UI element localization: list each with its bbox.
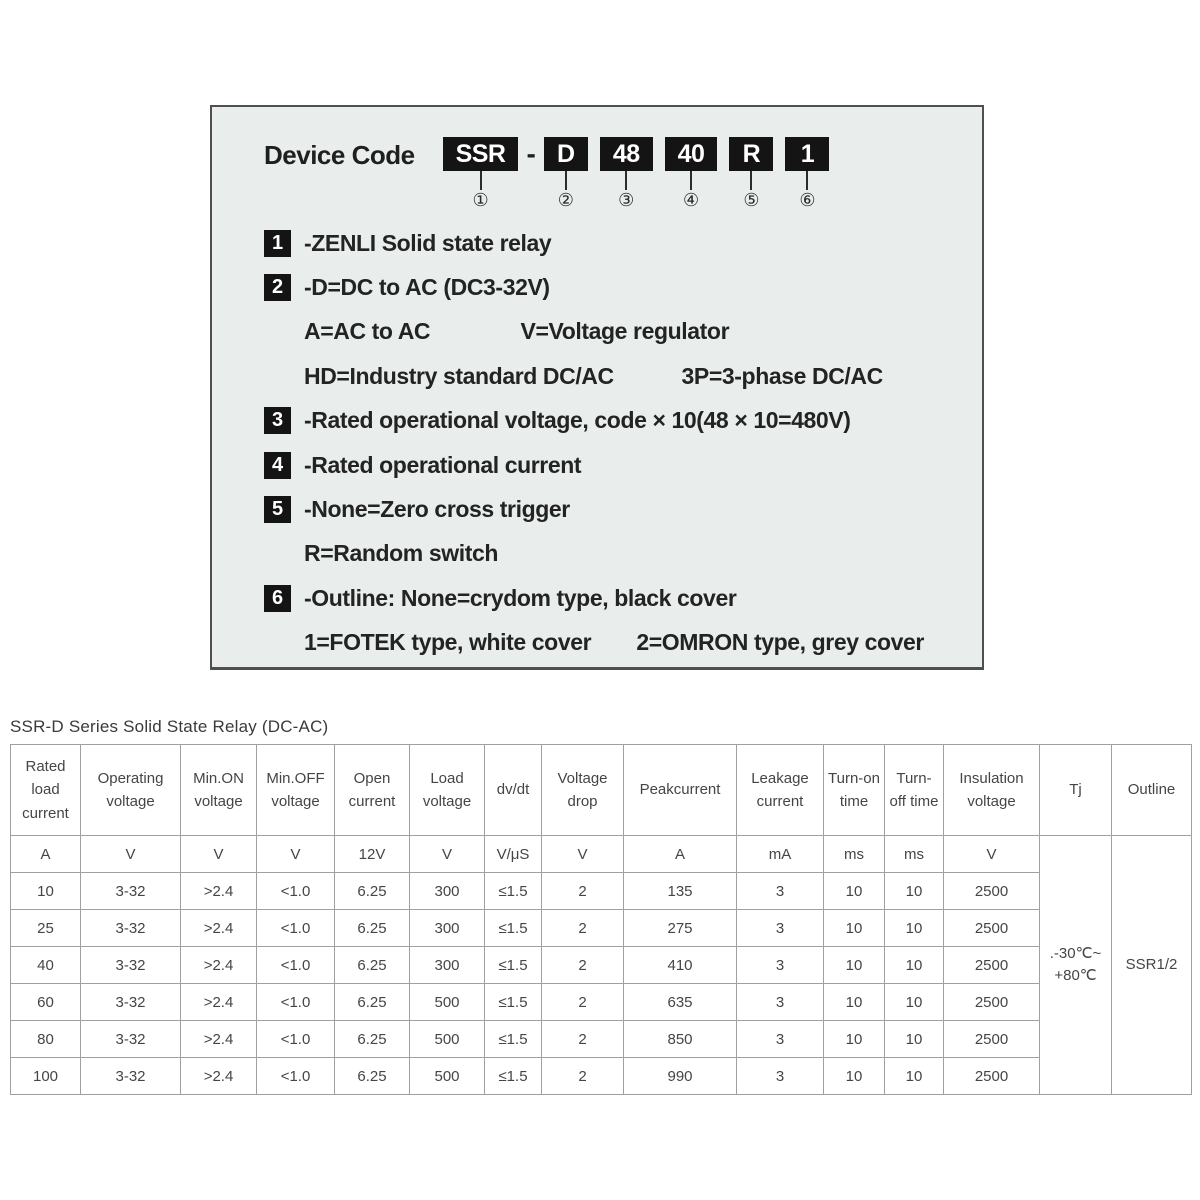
- table-cell: <1.0: [257, 1058, 335, 1095]
- column-header: dv/dt: [485, 745, 542, 836]
- table-cell: 2500: [944, 910, 1040, 947]
- table-cell: ≤1.5: [485, 947, 542, 984]
- table-cell: <1.0: [257, 947, 335, 984]
- table-cell: 500: [410, 1021, 485, 1058]
- code-separator: -: [526, 138, 536, 169]
- code-box-d: D: [544, 137, 588, 171]
- table-cell: 300: [410, 910, 485, 947]
- spec-table-title: SSR-D Series Solid State Relay (DC-AC): [10, 717, 329, 736]
- table-cell: 6.25: [335, 1021, 410, 1058]
- table-cell: 80: [11, 1021, 81, 1058]
- table-cell: 10: [885, 947, 944, 984]
- connector-line: [480, 171, 482, 190]
- spec-table-section: [10, 717, 1191, 1095]
- table-cell: 10: [824, 984, 885, 1021]
- table-cell: 60: [11, 984, 81, 1021]
- table-row: [11, 1058, 1192, 1095]
- legend-item-5-cont: [264, 532, 966, 576]
- table-cell: 3: [737, 1021, 824, 1058]
- table-cell: 275: [624, 910, 737, 947]
- segment-marker-6: ⑥: [799, 190, 816, 210]
- table-cell: 3: [737, 1058, 824, 1095]
- table-cell: >2.4: [181, 873, 257, 910]
- connector-line: [690, 171, 692, 190]
- table-cell: 2: [542, 873, 624, 910]
- table-cell: 3-32: [81, 873, 181, 910]
- table-cell: 990: [624, 1058, 737, 1095]
- legend-badge-empty: [264, 318, 291, 345]
- unit-cell: V: [944, 836, 1040, 873]
- table-cell: ≤1.5: [485, 984, 542, 1021]
- column-header: Min.ON voltage: [181, 745, 257, 836]
- unit-cell: A: [11, 836, 81, 873]
- table-cell: 100: [11, 1058, 81, 1095]
- segment-marker-2: ②: [557, 190, 574, 210]
- table-cell: 10: [824, 1058, 885, 1095]
- legend-item-2-cont-1: [264, 310, 966, 354]
- table-cell: <1.0: [257, 1021, 335, 1058]
- unit-cell: 12V: [335, 836, 410, 873]
- table-cell: 2: [542, 910, 624, 947]
- legend-badge-4: 4: [264, 452, 291, 479]
- legend-text: -Rated operational voltage, code × 10(48 × 10=480V): [304, 407, 851, 434]
- table-row: [11, 984, 1192, 1021]
- table-cell: >2.4: [181, 947, 257, 984]
- table-cell: 10: [824, 910, 885, 947]
- legend-text: -D=DC to AC (DC3-32V): [304, 274, 550, 301]
- table-cell: <1.0: [257, 984, 335, 1021]
- table-cell: 300: [410, 873, 485, 910]
- connector-line: [806, 171, 808, 190]
- legend-text: 1=FOTEK type, white cover 2=OMRON type, grey cover: [304, 629, 924, 656]
- table-cell: 10: [824, 1021, 885, 1058]
- legend-item-3: [264, 399, 966, 443]
- unit-cell: mA: [737, 836, 824, 873]
- legend-item-6-cont: [264, 621, 966, 665]
- unit-cell: V: [410, 836, 485, 873]
- device-code-panel: [210, 105, 984, 670]
- device-code-row: [264, 137, 835, 210]
- spec-table-body: [11, 836, 1192, 1095]
- table-row: [11, 873, 1192, 910]
- table-cell: 40: [11, 947, 81, 984]
- header-row: [11, 745, 1192, 836]
- connector-line: [750, 171, 752, 190]
- table-row: [11, 910, 1192, 947]
- legend-text: -Rated operational current: [304, 451, 582, 478]
- table-cell: ≤1.5: [485, 873, 542, 910]
- code-segment-4: [665, 137, 718, 210]
- table-cell: ≤1.5: [485, 910, 542, 947]
- legend-item-2: [264, 265, 966, 309]
- code-segment-5: [729, 137, 773, 210]
- table-cell: 135: [624, 873, 737, 910]
- column-header: Operating voltage: [81, 745, 181, 836]
- table-cell: >2.4: [181, 1058, 257, 1095]
- legend-text: HD=Industry standard DC/AC 3P=3-phase DC/AC: [304, 362, 883, 389]
- legend-text: -ZENLI Solid state relay: [304, 229, 552, 256]
- table-cell: >2.4: [181, 910, 257, 947]
- table-row: [11, 1021, 1192, 1058]
- table-cell: 2500: [944, 873, 1040, 910]
- outline-cell: SSR1/2: [1112, 836, 1192, 1095]
- code-box-40: 40: [665, 137, 718, 171]
- table-cell: 2500: [944, 984, 1040, 1021]
- legend-text: R=Random switch: [304, 540, 499, 567]
- legend-item-5: [264, 487, 966, 531]
- legend-item-6: [264, 576, 966, 620]
- unit-cell: ms: [885, 836, 944, 873]
- table-cell: 10: [885, 873, 944, 910]
- legend-badge-empty: [264, 540, 291, 567]
- table-cell: 10: [824, 873, 885, 910]
- code-legend: [264, 221, 966, 665]
- column-header: Turn-off time: [885, 745, 944, 836]
- table-row: [11, 947, 1192, 984]
- unit-cell: V: [181, 836, 257, 873]
- legend-badge-2: 2: [264, 274, 291, 301]
- column-header: Tj: [1040, 745, 1112, 836]
- column-header: Turn-on time: [824, 745, 885, 836]
- column-header: Voltage drop: [542, 745, 624, 836]
- unit-cell: ms: [824, 836, 885, 873]
- code-box-r: R: [729, 137, 773, 171]
- legend-badge-empty: [264, 363, 291, 390]
- segment-marker-1: ①: [472, 190, 489, 210]
- table-cell: ≤1.5: [485, 1058, 542, 1095]
- table-cell: 850: [624, 1021, 737, 1058]
- column-header: Outline: [1112, 745, 1192, 836]
- table-cell: 10: [885, 1021, 944, 1058]
- units-row: [11, 836, 1192, 873]
- unit-cell: A: [624, 836, 737, 873]
- table-cell: 2500: [944, 1021, 1040, 1058]
- table-cell: 2500: [944, 947, 1040, 984]
- code-box-ssr: SSR: [443, 137, 519, 171]
- table-cell: 2500: [944, 1058, 1040, 1095]
- code-box-1: 1: [785, 137, 829, 171]
- table-cell: 3: [737, 947, 824, 984]
- legend-badge-5: 5: [264, 496, 291, 523]
- device-code-label: Device Code: [264, 140, 415, 170]
- column-header: Load voltage: [410, 745, 485, 836]
- table-cell: >2.4: [181, 1021, 257, 1058]
- table-cell: 2: [542, 984, 624, 1021]
- code-segment-6: [785, 137, 829, 210]
- code-segment-3: [600, 137, 653, 210]
- table-cell: 3-32: [81, 984, 181, 1021]
- column-header: Open current: [335, 745, 410, 836]
- table-cell: 6.25: [335, 947, 410, 984]
- table-cell: 6.25: [335, 1058, 410, 1095]
- column-header: Peakcurrent: [624, 745, 737, 836]
- table-cell: 2: [542, 947, 624, 984]
- table-cell: 3: [737, 873, 824, 910]
- table-cell: 300: [410, 947, 485, 984]
- column-header: Min.OFF voltage: [257, 745, 335, 836]
- legend-badge-6: 6: [264, 585, 291, 612]
- legend-item-1: [264, 221, 966, 265]
- connector-line: [565, 171, 567, 190]
- legend-item-4: [264, 443, 966, 487]
- connector-line: [625, 171, 627, 190]
- table-cell: ≤1.5: [485, 1021, 542, 1058]
- segment-marker-5: ⑤: [743, 190, 760, 210]
- table-cell: 500: [410, 984, 485, 1021]
- tj-cell: .-30℃~ +80℃: [1040, 836, 1112, 1095]
- segment-marker-4: ④: [682, 190, 700, 210]
- spec-table: [10, 744, 1192, 1095]
- code-segment-1: [443, 137, 519, 210]
- table-cell: 635: [624, 984, 737, 1021]
- unit-cell: V: [81, 836, 181, 873]
- legend-text: -None=Zero cross trigger: [304, 496, 570, 523]
- table-cell: 10: [824, 947, 885, 984]
- legend-text: A=AC to AC V=Voltage regulator: [304, 318, 730, 345]
- code-segment-2: [544, 137, 588, 210]
- table-cell: 2: [542, 1021, 624, 1058]
- legend-badge-1: 1: [264, 230, 291, 257]
- table-cell: 6.25: [335, 873, 410, 910]
- segment-marker-3: ③: [618, 190, 635, 210]
- table-cell: <1.0: [257, 873, 335, 910]
- table-cell: 3-32: [81, 947, 181, 984]
- table-cell: 25: [11, 910, 81, 947]
- table-cell: 3-32: [81, 1021, 181, 1058]
- table-cell: <1.0: [257, 910, 335, 947]
- legend-badge-empty: [264, 629, 291, 656]
- table-cell: 6.25: [335, 910, 410, 947]
- unit-cell: V: [257, 836, 335, 873]
- column-header: Leakage current: [737, 745, 824, 836]
- table-cell: 10: [885, 984, 944, 1021]
- table-cell: 3-32: [81, 1058, 181, 1095]
- legend-item-2-cont-2: [264, 354, 966, 398]
- table-cell: 10: [885, 910, 944, 947]
- table-cell: 3-32: [81, 910, 181, 947]
- legend-badge-3: 3: [264, 407, 291, 434]
- table-cell: 10: [11, 873, 81, 910]
- unit-cell: V: [542, 836, 624, 873]
- column-header: Insulation voltage: [944, 745, 1040, 836]
- table-cell: 3: [737, 984, 824, 1021]
- table-cell: 500: [410, 1058, 485, 1095]
- code-box-48: 48: [600, 137, 653, 171]
- column-header: Rated load current: [11, 745, 81, 836]
- legend-text: -Outline: None=crydom type, black cover: [304, 584, 737, 611]
- unit-cell: V/μS: [485, 836, 542, 873]
- table-cell: 2: [542, 1058, 624, 1095]
- table-cell: 3: [737, 910, 824, 947]
- table-cell: >2.4: [181, 984, 257, 1021]
- table-cell: 6.25: [335, 984, 410, 1021]
- table-cell: 10: [885, 1058, 944, 1095]
- table-cell: 410: [624, 947, 737, 984]
